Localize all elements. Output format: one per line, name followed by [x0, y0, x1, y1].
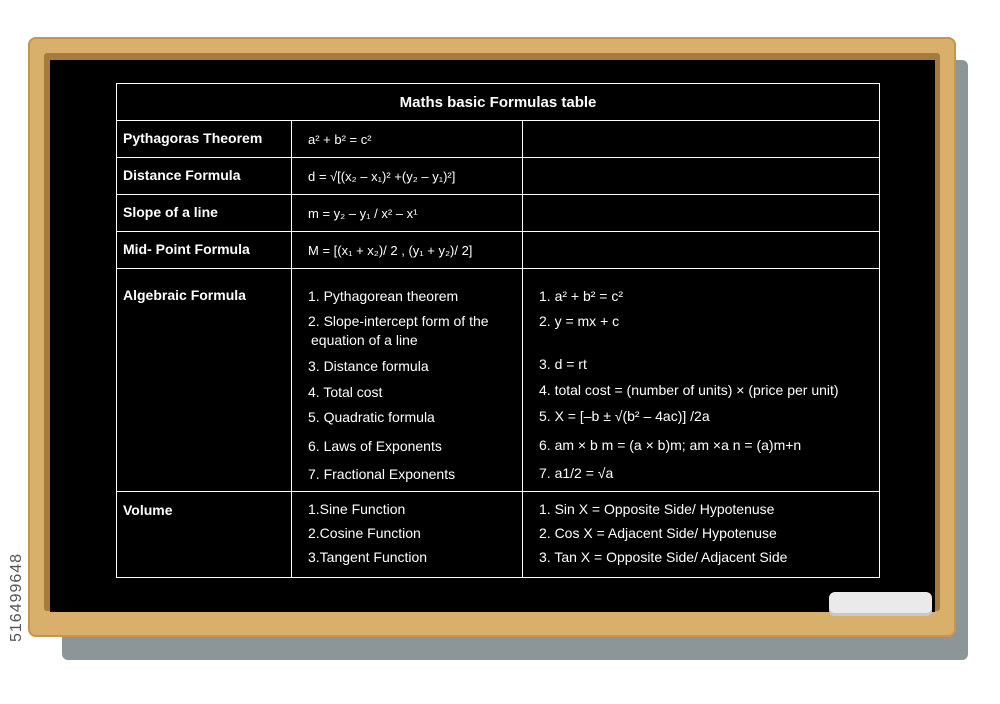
volume-formulas — [523, 491, 880, 577]
list-item: 1. Pythagorean theorem — [308, 288, 459, 305]
algebraic-formulas — [523, 269, 880, 491]
list-item: 3. Tan X = Opposite Side/ Adjacent Side — [539, 548, 788, 565]
list-item: 3.Tangent Function — [308, 548, 428, 565]
row-name: Mid- Point Formula — [117, 232, 292, 269]
list-item: 2. Slope-intercept form of the — [308, 313, 489, 330]
list-item: 2. Cos X = Adjacent Side/ Hypotenuse — [539, 524, 777, 541]
algebraic-items — [292, 269, 523, 491]
list-item: 3. Distance formula — [308, 358, 429, 375]
list-item: 4. Total cost — [308, 384, 383, 401]
table-row — [117, 121, 880, 158]
empty-cell — [523, 232, 880, 269]
list-item: 5. Quadratic formula — [308, 409, 435, 426]
list-item: 1.Sine Function — [308, 500, 406, 517]
table-row-volume — [117, 491, 880, 577]
row-formula: a² + b² = c² — [292, 121, 523, 158]
list-item: 2. y = mx + c — [539, 313, 620, 330]
row-name: Distance Formula — [117, 158, 292, 195]
row-formula: d = √[(x₂ – x₁)² +(y₂ – y₁)²] — [292, 158, 523, 195]
table-title-row — [117, 84, 880, 121]
list-item: 1. Sin X = Opposite Side/ Hypotenuse — [539, 500, 775, 517]
row-formula: m = y₂ – y₁ / x² – x¹ — [292, 195, 523, 232]
table-row — [117, 195, 880, 232]
table-row — [117, 158, 880, 195]
volume-items — [292, 491, 523, 577]
list-item: 6. am × b m = (a × b)m; am ×a n = (a)m+n — [539, 437, 802, 454]
table-row — [117, 232, 880, 269]
list-item: 5. X = [–b ± √(b² – 4ac)] /2a — [539, 408, 710, 425]
list-item: 6. Laws of Exponents — [308, 438, 442, 455]
row-name: Slope of a line — [117, 195, 292, 232]
list-item: 7. Fractional Exponents — [308, 466, 456, 483]
list-item: equation of a line — [311, 332, 418, 349]
chalk-eraser — [829, 592, 932, 616]
empty-cell — [523, 195, 880, 232]
list-item: 4. total cost = (number of units) × (price per unit) — [539, 382, 839, 399]
row-name: Pythagoras Theorem — [117, 121, 292, 158]
row-name: Algebraic Formula — [117, 269, 292, 491]
table-row-algebraic — [117, 269, 880, 491]
table-title: Maths basic Formulas table — [117, 84, 880, 121]
list-item: 1. a² + b² = c² — [539, 288, 624, 305]
formula-table — [116, 83, 880, 578]
list-item: 7. a1/2 = √a — [539, 465, 614, 482]
watermark-id: 516499648 — [8, 552, 25, 642]
empty-cell — [523, 121, 880, 158]
list-item: 3. d = rt — [539, 356, 587, 373]
row-formula: M = [(x₁ + x₂)/ 2 , (y₁ + y₂)/ 2] — [292, 232, 523, 269]
row-name: Volume — [117, 491, 292, 577]
list-item: 2.Cosine Function — [308, 524, 421, 541]
empty-cell — [523, 158, 880, 195]
